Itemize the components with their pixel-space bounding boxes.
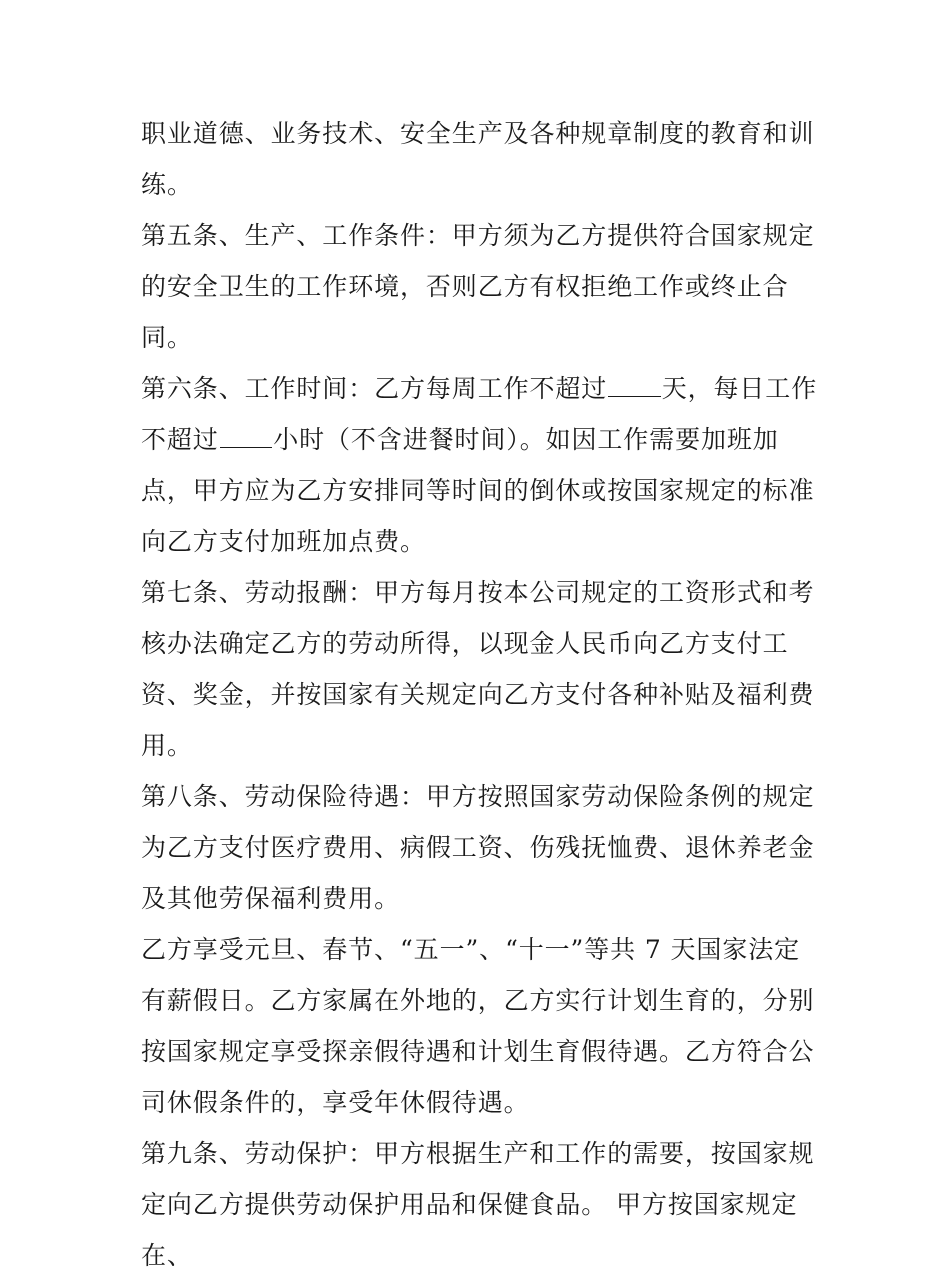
- paragraph-holidays: 乙方享受元旦、春节、“五一”、“十一”等共 7 天国家法定有薪假日。乙方家属在外地的，乙方实行计划生育的，分别按国家规定享受探亲假待遇和计划生育假待遇。乙方符合公司休假条件的，享受年休假待遇。: [141, 935, 815, 1117]
- paragraph-article-8-insurance: 第八条、劳动保险待遇：甲方按照国家劳动保险条例的规定为乙方支付医疗费用、病假工资、伤残抚恤费、退休养老金及其他劳保福利费用。: [141, 782, 815, 913]
- paragraph-article-6-working-hours: [141, 363, 821, 567]
- paragraph-article-7-remuneration: 第七条、劳动报酬：甲方每月按本公司规定的工资形式和考核办法确定乙方的劳动所得，以现金人民币向乙方支付工资、奖金，并按国家有关规定向乙方支付各种补贴及福利费用。: [141, 578, 815, 760]
- paragraph-article-9-labor-protection: 第九条、劳动保护：甲方根据生产和工作的需要，按国家规定向乙方提供劳动保护用品和保健食品。 甲方按国家规定在、: [141, 1139, 815, 1270]
- paragraph-article-5-working-conditions: 第五条、生产、工作条件：甲方须为乙方提供符合国家规定的安全卫生的工作环境，否则乙方有权拒绝工作或终止合同。: [141, 221, 815, 352]
- article-6-text-part-3: 小时（不含进餐时间）。如因工作需要加班加点，甲方应为乙方安排同等时间的倒休或按国家规定的标准向乙方支付加班加点费。: [141, 425, 815, 556]
- article-6-text-part-1: 第六条、工作时间：乙方每周工作不超过: [141, 374, 608, 403]
- article-6-text-part-2: 天，每日工作不超过: [141, 374, 818, 454]
- document-body: [141, 108, 821, 1281]
- hours-blank-field: [220, 423, 273, 448]
- days-blank-field: [608, 372, 661, 397]
- paragraph-training: 职业道德、业务技术、安全生产及各种规章制度的教育和训练。: [141, 119, 815, 199]
